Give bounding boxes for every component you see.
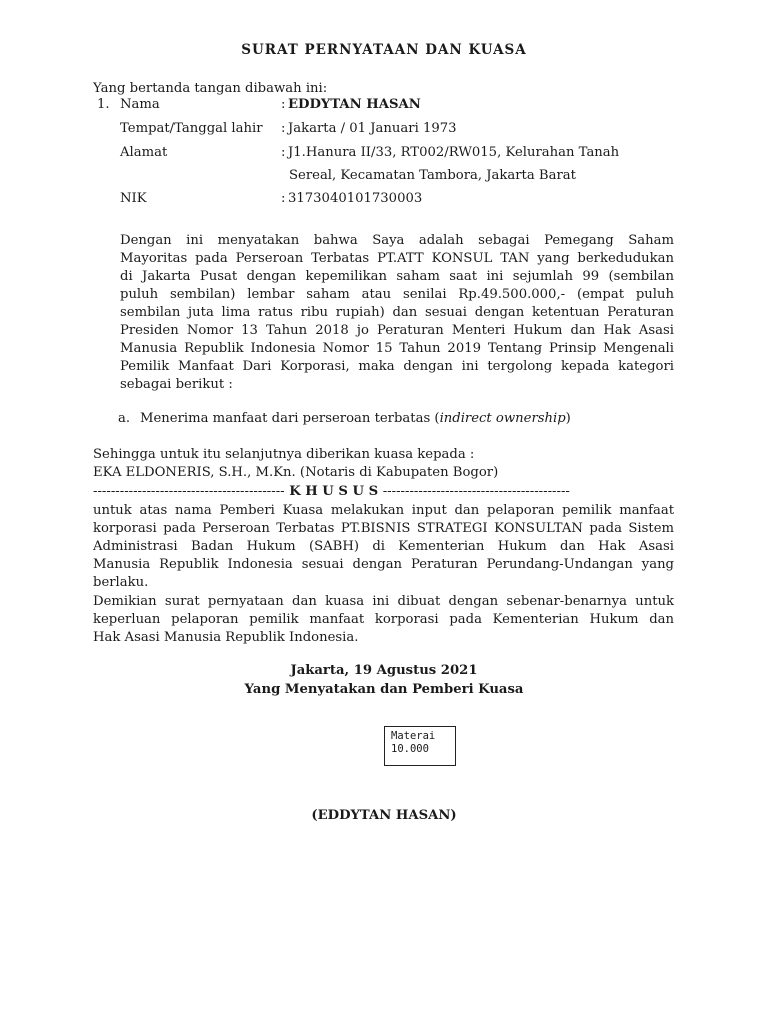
list-number: 1. [97,97,110,112]
power-intro: Sehingga untuk itu selanjutnya diberikan kuasa kepada : [93,447,475,462]
nik-colon: : [281,191,286,206]
purpose-line: korporasi pada Perseroan Terbatas PT.BISNIS STRATEGI KONSULTAN pada Sistem [93,521,674,536]
notary-name: EKA ELDONERIS, S.H., M.Kn. (Notaris di Kabupaten Bogor) [93,465,499,480]
category-close: ) [565,411,571,426]
khusus-dash-left: ------------------------------------------- [93,484,285,499]
statement-line: Presiden Nomor 13 Tahun 2018 jo Peraturan Menteri Hukum dan Hak Asasi [120,323,674,338]
purpose-paragraph [93,502,674,592]
khusus-word: K H U S U S [284,484,383,499]
category-item [140,411,571,426]
closing-line: Demikian surat pernyataan dan kuasa ini dibuat dengan sebenar-benarnya untuk [93,594,674,609]
nik-label: NIK [120,191,147,206]
purpose-line: Administrasi Badan Hukum (SABH) di Kementerian Hukum dan Hak Asasi [93,539,674,554]
statement-line: Dengan ini menyatakan bahwa Saya adalah sebagai Pemegang Saham [120,233,674,248]
place-date: Jakarta, 19 Agustus 2021 [290,663,478,678]
khusus-dash-right: ------------------------------------------ [382,484,570,499]
intro-text: Yang bertanda tangan dibawah ini: [93,81,328,96]
category-text: Menerima manfaat dari perseroan terbatas ( [140,411,440,426]
name-colon: : [281,97,286,112]
birth-value: Jakarta / 01 Januari 1973 [288,121,457,136]
statement-line: sebagai berikut : [120,377,233,392]
purpose-line: untuk atas nama Pemberi Kuasa melakukan input dan pelaporan pemilik manfaat [93,503,674,518]
stamp-label: Materai [391,730,436,742]
statement-line: Mayoritas pada Perseroan Terbatas PT.ATT KONSUL TAN yang berkedudukan [120,251,674,266]
document-title: SURAT PERNYATAAN DAN KUASA [241,42,527,58]
address-value-line2: Sereal, Kecamatan Tambora, Jakarta Barat [289,168,576,183]
stamp-amount: 10.000 [391,743,429,755]
address-value-line1: J1.Hanura II/33, RT002/RW015, Kelurahan Tanah [288,145,620,160]
birth-label: Tempat/Tanggal lahir [120,121,263,136]
closing-line: Hak Asasi Manusia Republik Indonesia. [93,630,359,645]
statement-line: sembilan juta lima ratus ribu rupiah) dan sesuai dengan ketentuan Peraturan [120,305,674,320]
name-label: Nama [120,97,160,112]
purpose-line: berlaku. [93,575,149,590]
stamp-duty-box [384,726,456,766]
statement-line: puluh sembilan) lembar saham atau senilai Rp.49.500.000,- (empat puluh [120,287,674,302]
statement-line: Pemilik Manfaat Dari Korporasi, maka dengan ini tergolong kepada kategori [120,359,674,374]
closing-paragraph [93,593,674,647]
birth-colon: : [281,121,286,136]
category-italic: indirect ownership [439,411,566,426]
category-marker: a. [118,411,131,426]
statement-line: Manusia Republik Indonesia Nomor 15 Tahun 2019 Tentang Prinsip Mengenali [120,341,674,356]
signer-name: (EDDYTAN HASAN) [311,808,457,823]
name-value: EDDYTAN HASAN [288,97,421,112]
nik-value: 3173040101730003 [288,191,423,206]
address-label: Alamat [120,145,168,160]
signer-role: Yang Menyatakan dan Pemberi Kuasa [244,682,524,697]
statement-line: di Jakarta Pusat dengan kepemilikan saham saat ini sejumlah 99 (sembilan [120,269,674,284]
closing-line: keperluan pelaporan pemilik manfaat korporasi pada Kementerian Hukum dan [93,612,674,627]
purpose-line: Manusia Republik Indonesia sesuai dengan Peraturan Perundang-Undangan yang [93,557,674,572]
khusus-divider [93,484,678,499]
address-colon: : [281,145,286,160]
statement-paragraph [120,232,674,394]
